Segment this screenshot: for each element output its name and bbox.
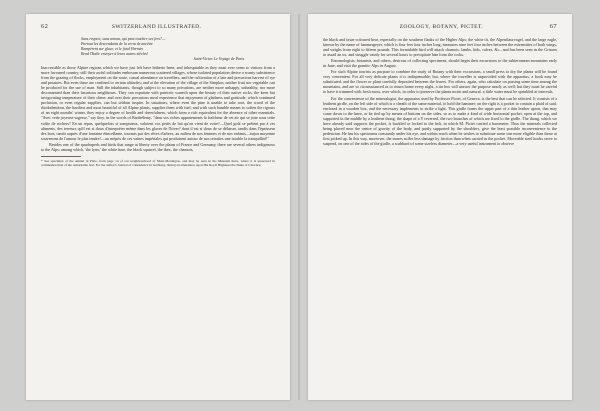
left-paragraph: Besides one of the quadrupeds and birds that range at liberty over the plains of France and Germany, there are several others indigenous to the Alps; among which, 'the lynx,' the white hare, the black squirrel, the ibex, the chamois, xyxy=(41,141,275,152)
footnote-rule xyxy=(41,156,81,157)
right-page-number: 67 xyxy=(549,23,557,30)
left-paragraph: Inaccessible as those Alpine regions which we have just left have hitherto been, and inhospitable as they must ever seem to visitors from a more favoured country, still their awful solitudes embosom numerous scattered villages, whose isolated population derive a scanty subsistence from the grazing of flocks, employment on the route, casual attendance on travellers, and the cultivation of a late and precarious harvest of rye and potatoes. But even these are confined to certain altitudes; and at the elevation of the village of the Simplon, neither fruit nor vegetable can be produced for the use of man. Still the inhabitants, though subject to so many privations, are neither more unhappy, unhealthy, nor more discontented than their luxurious neighbours. They can expatiate with patriotic warmth upon the beauty of their native rocks, the keen but invigorating temperature of their clime; and over their precarious meal experience that enjoyment of gladness and gratitude, which continued profusion, or even regular supplies, can but seldom inspire. In situations, where even the pine is unable to take root, the wood of the rhododendron, the hardiest and most beautiful of all Alpine plants, supplies them with fuel; and with such humble means to soften the rigours of an eight months' winter, they enjoy a degree of health and cheerfulness, which form a rich equivalent for the absence of other essentials. "Avec cette joyeuse sagesse," say they, in the words of Barthélemy, "dans vos riches appartements la fraîcheur de cet air qui se joue sous cette voûte de rochers? En un repas, quelquefois si somptueux, valoient vos petits de lait qu'on vient de voire?—Quel goût se prêtent par à ces aliments, des terreurs qu'il est si doux d'interpréter même dans les glaces de l'hiver? dont il est si doux de se délasser, tandis dans l'épaisseur des bois, tantôt auprès d'une fontaine étincellante, tourmis par des rêves d'arbres, au milieu de nos femmes et de nos enfants—aujou moyenne souvenons de l'amour le plus tendre!—au mépris de ces vaines impériales qui produisent autour de nos retraites une trouble la tranquillité!" xyxy=(41,65,275,141)
right-paragraph: For the convenience of the mineralogist, the apparatus used by Professor Pictet, of Geneva, is the best that can be selected. It consists of a leathern girdle, on the left side of which is a sheath of the same material, to hold the hammer; on the right is a pocket to contain a plaid of said, enclosed in a wooden box, and the necessary implements to strike a light. This girdle forms the upper part of a thin leather apron, that may come down to the knee, or be tied up by means of buttons on the sides, so as to make a kind of wide horizontal pocket, open at the top, and supported in the middle by a leathern thong, the shape of a Y reversed, the two branches of which are fixed to the girdle. The thong, which we have already said supports the pocket, is buckled or locked to the belt, in which M. Pictet carried a barometer. Thus the minerals collected being placed near the centre of gravity of the body, and partly supported by the shoulders, give the least possible inconvenience to the pedestrian. He has his specimens constantly under his eye, and within reach when he wishes to substitute some one more eligible than those at first picked up. In this way, moreover, the stones suffer less damage by friction than when carried in the pocket. Moveable steel hooks serve to suspend, on one of the sides of the girdle, a scabbard of some sizeless diameter—a very useful instrument to observe xyxy=(323,95,557,146)
epigraph-line: Rend l'Italie envoyer à leurs autres siècles! xyxy=(81,52,149,56)
right-paragraph: the black and fawn-coloured bear, especially on the southern flanks of the Higher Alps; the white tit, the Alpenflaurvogel, and the large eagle, known by the name of lammergeyer, which is four feet four inches long, measures nine feet four inches between the extremities of both wings, and weighs from eight to fifteen pounds. This formidable bird will attack chamois, lambs, kids, calves, &c., and has been seen in the Grisons to assail an ox, and struggle vainly for several hours to precipitate him from the rocks. xyxy=(323,37,557,58)
epigraph-line: Partout les descendants de la vertu de ancêtre xyxy=(81,42,153,46)
right-running-head: ZOOLOGY, BOTANY, PICTET. xyxy=(399,24,484,30)
right-paragraph: Entomologists, botanists, and others, desirous of collecting specimens, should begin their excursions to the subterranean mountains early in June, and visit the granitic Alps in August. xyxy=(323,58,557,69)
footnote: * See specimen of the animal in Plate, from page 14 of our neighbourhood of Mont-Montégras, and may be seen in the Museum there, where it is preserved in commemoration of the remarkable feat. For the author's Journal of a Residence in Germany, during an attendance upon His Royal Highness the Duke of Clarence. xyxy=(41,158,275,168)
left-running-head: SWITZERLAND ILLUSTRATED. xyxy=(111,24,202,30)
right-paragraph: For such Alpine tourists as purpose to combine the study of Botany with their excursions, a small press to dry the plants will be found very convenient. For all very delicate plants it is indispensable; but, where the traveller is unprovided with the apparatus, a book may be substituted, and the flower or plant carefully deposited between the leaves. For others, again, who calculate on passing some time among the mountains, and are so circumstanced as to return home every night, a tin box will answer the purpose nearly as well; but they must be careful to have it trimmed with fresh moss, over which, in order to preserve the plants moist and natural, a little water must be sprinkled at intervals. xyxy=(323,69,557,95)
book-gutter xyxy=(298,14,300,400)
left-page-header xyxy=(41,23,275,30)
epigraph xyxy=(81,37,275,57)
left-page xyxy=(26,14,290,400)
right-page-header xyxy=(323,23,557,30)
epigraph-source: Saint-Victor. Le Voyage de Paris. xyxy=(193,57,245,61)
epigraph-line: Sans respect, sans amour, qui peut toucher ses fers?— xyxy=(81,37,166,41)
right-page xyxy=(308,14,572,400)
left-page-number: 62 xyxy=(41,23,49,30)
epigraph-line: Rampèrent sur glace, et le fatal Hermès xyxy=(81,47,143,51)
